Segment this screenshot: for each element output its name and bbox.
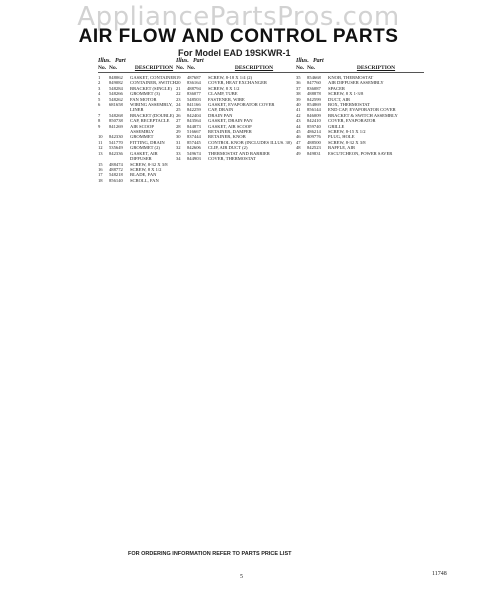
- part-description: GASKET, AIR SCOOP: [208, 123, 252, 129]
- part-description: AIR SCOOP ASSEMBLY: [130, 123, 155, 135]
- part-description: SPACER: [328, 85, 345, 91]
- page-title: AIR FLOW AND CONTROL PARTS: [78, 26, 399, 47]
- part-number: 849831: [307, 150, 321, 156]
- illus-number: 37: [296, 85, 301, 91]
- part-description: GASKET, DRAIN PAN: [208, 118, 253, 124]
- part-description: SCREW, 8-32 X 3/8: [328, 139, 366, 145]
- illus-number: 47: [296, 139, 301, 145]
- part-row: [98, 178, 178, 183]
- part-description: BLADE, FAN: [130, 172, 157, 178]
- part-number: 549674: [187, 150, 201, 156]
- part-number: 848062: [109, 75, 123, 80]
- part-description: SCREW, 8 X 1/2: [130, 166, 162, 172]
- illus-number: 2: [98, 80, 101, 86]
- part-description: GASKET, EVAPORATOR COVER: [208, 102, 275, 108]
- part-description: CAP, DRAIN: [208, 107, 234, 113]
- illus-number: 10: [98, 134, 103, 140]
- part-number: 856144: [307, 107, 321, 113]
- part-description: BRACKET & SWITCH ASSEMBLY: [328, 112, 398, 118]
- illus-number: 5: [98, 96, 101, 102]
- part-description: GROMMET (3): [130, 91, 160, 97]
- part-description: GROMMET: [130, 134, 154, 140]
- illus-number: 7: [98, 112, 101, 118]
- part-description: FAN MOTOR: [130, 96, 157, 102]
- part-number: 486214: [307, 129, 321, 135]
- part-description: RETAINER, KNOB: [208, 134, 246, 140]
- part-number: 842259: [187, 107, 201, 113]
- part-number: 854668: [307, 75, 321, 80]
- part-description: CAP, RECEPTACLE: [130, 118, 170, 124]
- illus-number: 28: [176, 123, 181, 129]
- illus-number: 31: [176, 139, 181, 145]
- part-number: 548262: [109, 96, 123, 102]
- illus-number: 1: [98, 75, 101, 80]
- illus-number: 16: [98, 166, 103, 172]
- header-description: DESCRIPTION: [134, 65, 174, 71]
- illus-number: 25: [176, 107, 181, 113]
- column-header-top: [296, 58, 424, 65]
- header-description: DESCRIPTION: [234, 65, 274, 71]
- part-number: 837444: [187, 134, 201, 140]
- illus-number: 43: [296, 118, 301, 124]
- illus-number: 23: [176, 96, 181, 102]
- header-illus-no: No.: [98, 65, 107, 71]
- part-number: 809776: [307, 134, 321, 140]
- header-part: Part: [115, 58, 126, 64]
- illus-number: 45: [296, 129, 301, 135]
- illus-number: 49: [296, 150, 301, 156]
- part-number: 548503: [187, 96, 201, 102]
- part-number: 841166: [187, 102, 201, 108]
- ordering-note: FOR ORDERING INFORMATION REFER TO PARTS PRICE LIST: [128, 551, 292, 557]
- part-number: 487687: [187, 75, 201, 80]
- illus-number: 32: [176, 145, 181, 151]
- part-row: [98, 124, 178, 135]
- header-part: Part: [193, 58, 204, 64]
- part-number: 535649: [109, 145, 123, 151]
- column-header: [98, 65, 178, 73]
- part-number: 836164: [187, 80, 201, 86]
- illus-number: 42: [296, 112, 301, 118]
- illus-number: 48: [296, 145, 301, 151]
- part-number: 842336: [109, 150, 123, 156]
- illus-number: 40: [296, 102, 301, 108]
- part-number: 488500: [307, 139, 321, 145]
- header-part-no: No.: [307, 65, 316, 71]
- part-number: 849082: [109, 80, 123, 86]
- part-description: BAFFLE, AIR: [328, 145, 356, 151]
- header-part-no: No.: [187, 65, 196, 71]
- part-number: 842599: [307, 96, 321, 102]
- part-description: SCREW, 8 X 1/2: [208, 85, 240, 91]
- illus-number: 11: [98, 139, 103, 145]
- parts-column-3: [296, 58, 424, 156]
- illus-number: 3: [98, 85, 101, 91]
- part-description: COVER, THERMOSTAT: [208, 156, 256, 162]
- illus-number: 13: [98, 150, 103, 156]
- part-number: 841269: [109, 123, 123, 129]
- part-number: 548266: [109, 91, 123, 97]
- illus-number: 8: [98, 118, 101, 124]
- illus-number: 17: [98, 172, 103, 178]
- part-number: 854869: [307, 102, 321, 108]
- illus-number: 35: [296, 75, 301, 80]
- part-description: CLIP, AIR DUCT (2): [208, 145, 248, 151]
- part-description: DUCT, AIR: [328, 96, 351, 102]
- illus-number: 26: [176, 112, 181, 118]
- parts-column-1: [98, 58, 178, 183]
- part-description: SCREW, 8-18 X 1/4 (2): [208, 75, 253, 80]
- model-subtitle: For Model EAD 19SKWR-1: [178, 48, 291, 58]
- part-description: GROMMET (2): [130, 145, 160, 151]
- part-description: SCREW, 8-32 X 3/8: [130, 161, 168, 167]
- part-description: FASTENER, WIRE: [208, 96, 245, 102]
- column-header: [176, 65, 300, 73]
- part-row: [296, 151, 424, 156]
- part-number: 842606: [187, 145, 201, 151]
- part-number: 541770: [109, 139, 123, 145]
- part-number: 488474: [109, 161, 123, 167]
- part-number: 859740: [307, 123, 321, 129]
- part-description: COVER, HEAT EXCHANGER: [208, 80, 267, 86]
- illus-number: 9: [98, 123, 101, 129]
- part-number: 847760: [307, 80, 321, 86]
- part-description: GASKET, CONTAINER: [130, 75, 177, 80]
- page-number: 5: [240, 574, 243, 580]
- part-description: GASKET, AIR DIFFUSER: [130, 150, 158, 162]
- part-description: END CAP, EVAPORATOR COVER: [328, 107, 396, 113]
- illus-number: 33: [176, 150, 181, 156]
- part-description: SCREW, 8-15 X 1/2: [328, 129, 366, 135]
- part-number: 846009: [307, 112, 321, 118]
- illus-number: 22: [176, 91, 181, 97]
- watermark: AppliancePartsPros.com: [77, 2, 400, 32]
- part-description: GRILLE: [328, 123, 345, 129]
- header-description: DESCRIPTION: [356, 65, 396, 71]
- document-code: 11748: [432, 571, 447, 577]
- part-number: 548268: [109, 112, 123, 118]
- illus-number: 29: [176, 129, 181, 135]
- part-number: 488878: [307, 91, 321, 97]
- illus-number: 44: [296, 123, 301, 129]
- part-description: CONTROL KNOB (INCLUDES ILLUS. 30): [208, 139, 292, 145]
- part-number: 842523: [307, 145, 321, 151]
- header-part-no: No.: [109, 65, 118, 71]
- header-illus-no: No.: [296, 65, 305, 71]
- part-description: AIR DIFFUSER ASSEMBLY: [328, 80, 384, 86]
- part-description: SCREW, 8 X 1-3/8: [328, 91, 364, 97]
- illus-number: 20: [176, 80, 181, 86]
- part-description: BRACKET (DOUBLE): [130, 112, 175, 118]
- illus-number: 46: [296, 134, 301, 140]
- part-description: KNOB, THERMOSTAT: [328, 75, 374, 80]
- part-number: 844903: [187, 156, 201, 162]
- part-number: 857445: [187, 139, 201, 145]
- illus-number: 36: [296, 80, 301, 86]
- illus-number: 41: [296, 107, 301, 113]
- part-number: 548218: [109, 172, 123, 178]
- part-description: COVER, EVAPORATOR: [328, 118, 376, 124]
- part-number: 836087: [307, 85, 321, 91]
- part-number: 843564: [187, 118, 201, 124]
- part-description: WIRING ASSEMBLY, LINER: [130, 102, 173, 113]
- part-row: [176, 156, 300, 161]
- illus-number: 38: [296, 91, 301, 97]
- part-row: [98, 151, 178, 162]
- part-number: 842410: [307, 118, 321, 124]
- header-illus: Illus.: [98, 58, 111, 64]
- part-number: 488772: [109, 166, 123, 172]
- header-part: Part: [313, 58, 324, 64]
- part-number: 681658: [109, 102, 123, 108]
- parts-column-2: [176, 58, 300, 162]
- header-illus: Illus.: [296, 58, 309, 64]
- part-number: 842330: [109, 134, 123, 140]
- header-illus-no: No.: [176, 65, 185, 71]
- illus-number: 24: [176, 102, 181, 108]
- part-description: DRAIN PAN: [208, 112, 233, 118]
- illus-number: 27: [176, 118, 181, 124]
- column-header-top: [98, 58, 178, 65]
- illus-number: 18: [98, 177, 103, 183]
- part-number: 548284: [109, 85, 123, 91]
- part-description: RETAINER, DAMPER: [208, 129, 252, 135]
- part-description: SCROLL, FAN: [130, 177, 159, 183]
- part-row: [98, 102, 178, 113]
- part-number: 836077: [187, 91, 201, 97]
- part-description: ESCUTCHEON, POWER SAVER: [328, 150, 393, 156]
- part-description: BRACKET (SINGLE): [130, 85, 172, 91]
- part-number: 850738: [109, 118, 123, 124]
- part-description: CONTAINER, SWITCH: [130, 80, 177, 86]
- illus-number: 30: [176, 134, 181, 140]
- part-description: CLAMP, TUBE: [208, 91, 238, 97]
- illus-number: 15: [98, 161, 103, 167]
- part-number: 842404: [187, 112, 201, 118]
- part-number: 488794: [187, 85, 201, 91]
- illus-number: 6: [98, 102, 101, 108]
- header-illus: Illus.: [176, 58, 189, 64]
- illus-number: 19: [176, 75, 181, 80]
- column-header: [296, 65, 424, 73]
- illus-number: 21: [176, 85, 181, 91]
- part-description: FITTING, DRAIN: [130, 139, 165, 145]
- illus-number: 4: [98, 91, 101, 97]
- part-description: THERMOSTAT AND BARRIER: [208, 150, 270, 156]
- part-number: 856140: [109, 177, 123, 183]
- illus-number: 12: [98, 145, 103, 151]
- column-header-top: [176, 58, 300, 65]
- illus-number: 39: [296, 96, 301, 102]
- part-description: BOX, THERMOSTAT: [328, 102, 370, 108]
- illus-number: 34: [176, 156, 181, 162]
- part-number: 844873: [187, 123, 201, 129]
- part-number: 516667: [187, 129, 201, 135]
- part-description: PLUG, HOLE: [328, 134, 355, 140]
